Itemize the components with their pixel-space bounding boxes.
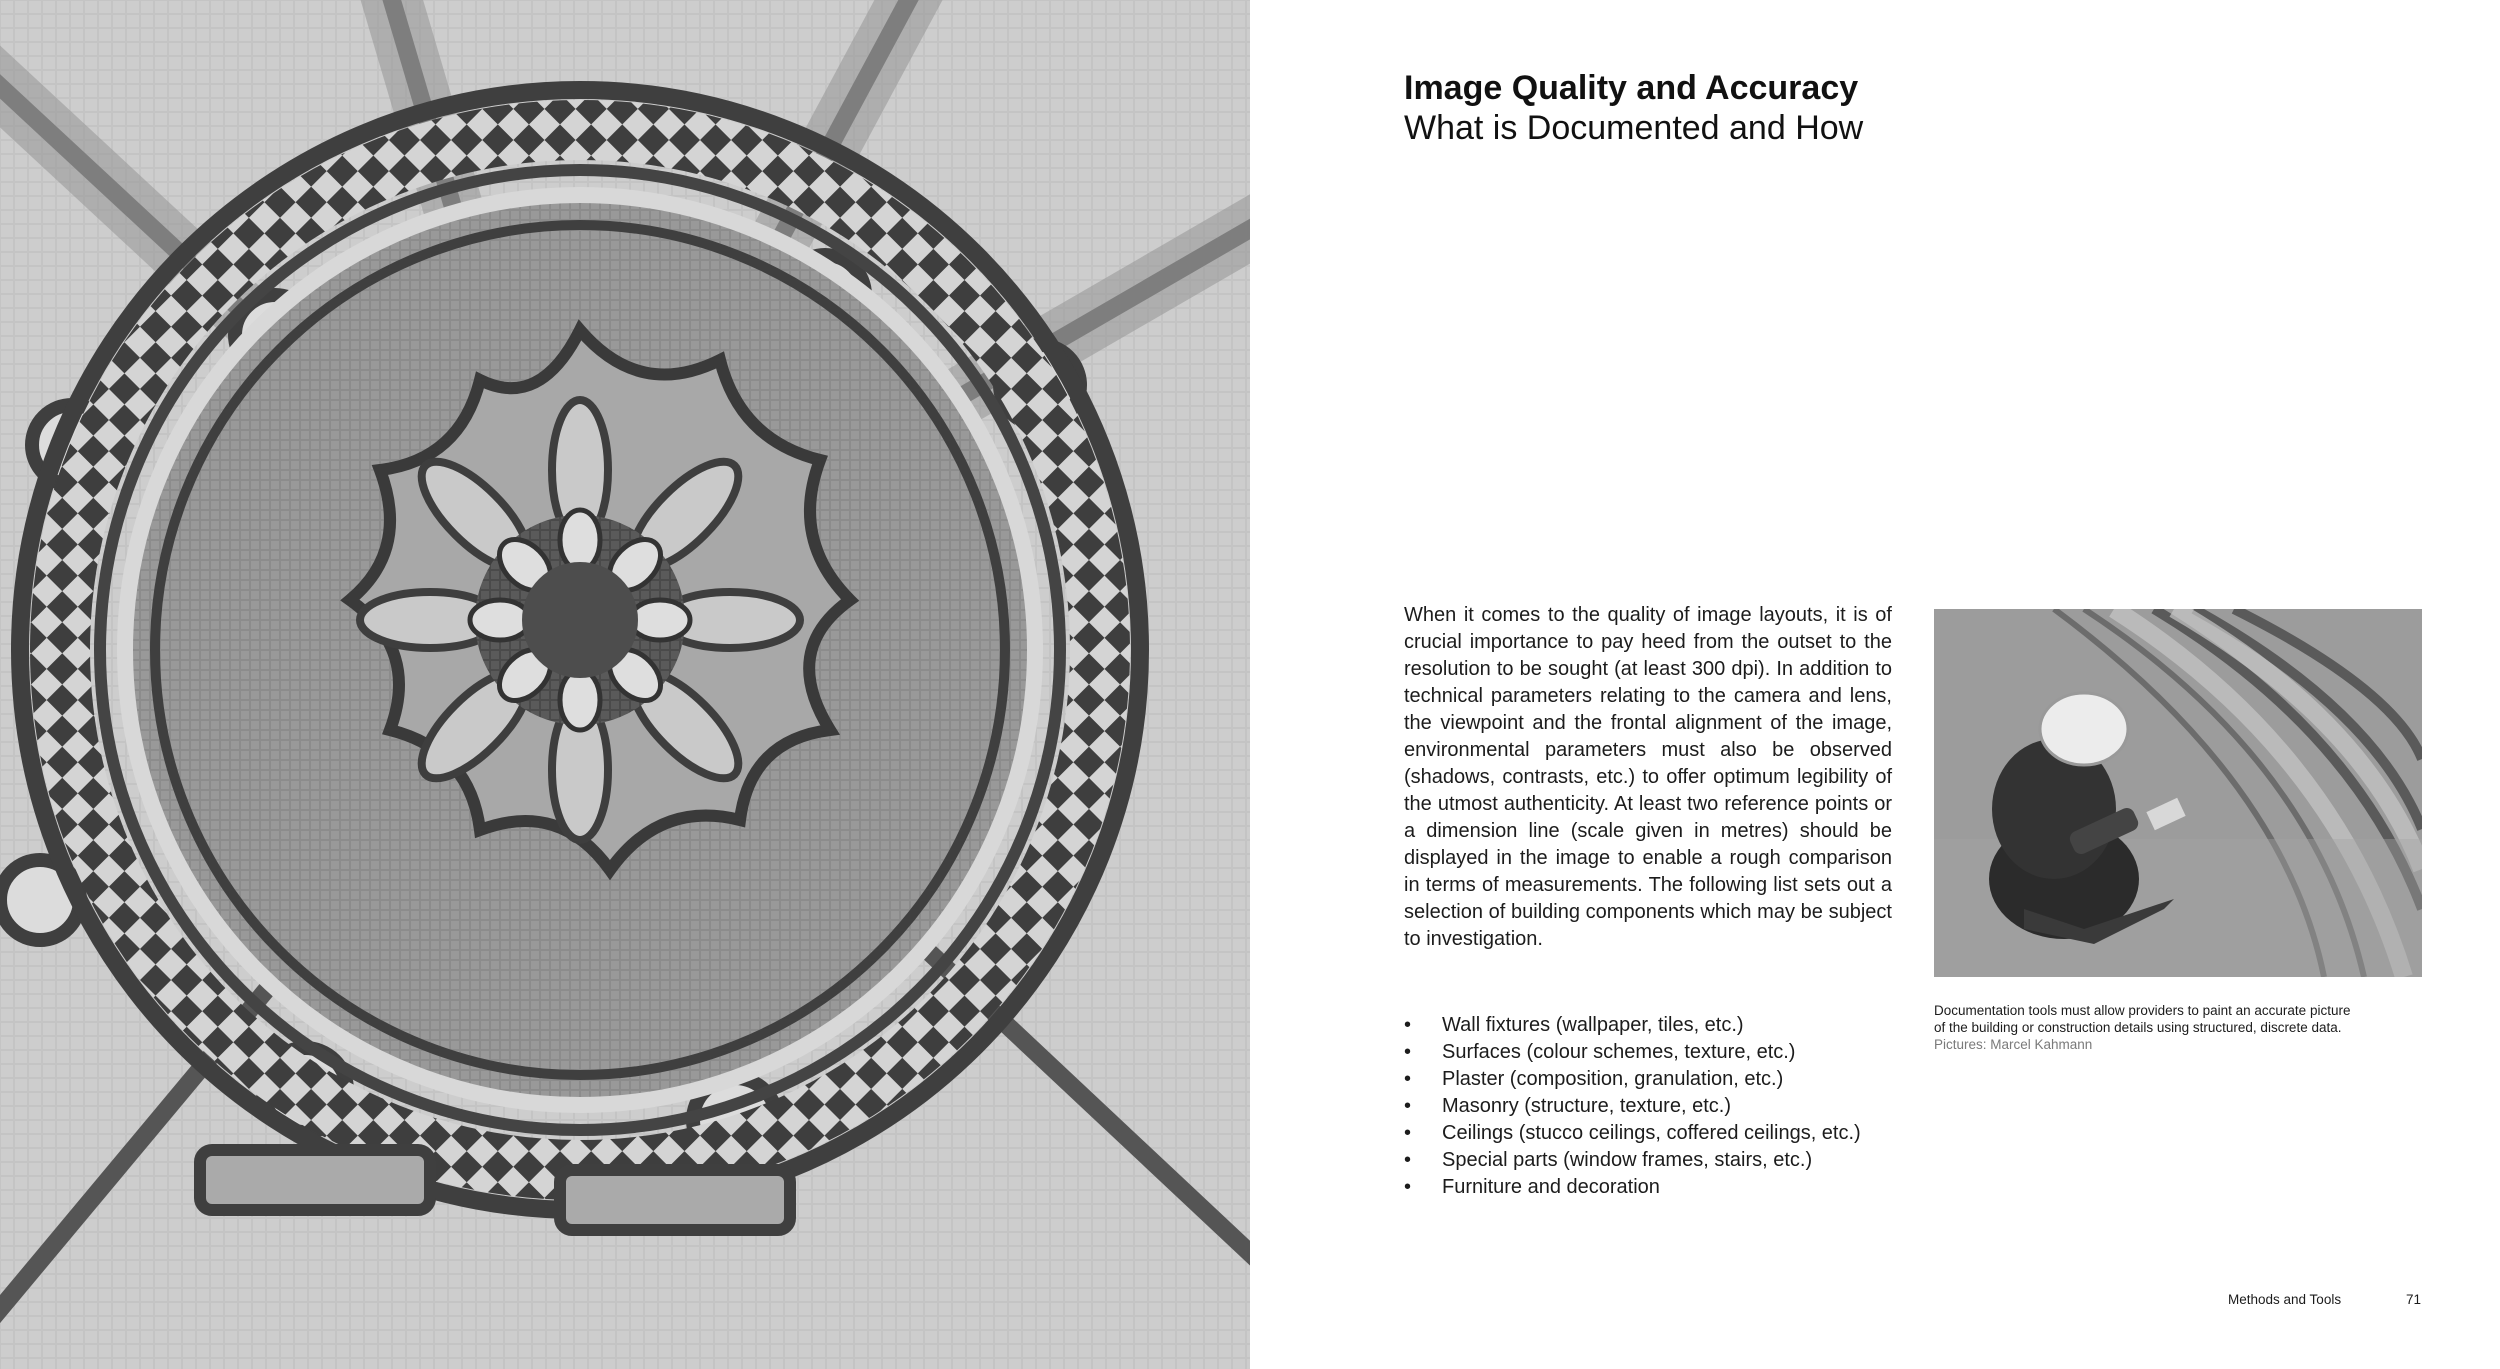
list-item: • Furniture and decoration: [1404, 1174, 1924, 1201]
component-list: [1404, 1012, 1924, 1201]
list-item: • Special parts (window frames, stairs, etc.): [1404, 1147, 1924, 1174]
footer-section-name: Methods and Tools: [2228, 1292, 2342, 1307]
body-paragraph: When it comes to the quality of image layouts, it is of crucial importance to pay heed from the outset to the resolution to be sought (at least 300 dpi). In addition to technical parameters relating to the camera and lens, the viewpoint and the frontal alignment of the image, environmental parameters must also be observed (shadows, contrasts, etc.) to offer optimum legibility of the utmost authenticity. At least two reference points or a dimension line (scale given in metres) should be displayed in the image to enable a rough comparison in terms of measurements. The following list sets out a selection of building components which may be subject to investigation.: [1404, 604, 1892, 950]
list-item: • Surfaces (colour schemes, texture, etc.): [1404, 1039, 1924, 1066]
caption-text: Documentation tools must allow providers to paint an accurate picture of the building or construction details using structured, discrete data.: [1934, 1003, 2351, 1035]
page-number: 71: [2406, 1292, 2422, 1307]
list-item: • Ceilings (stucco ceilings, coffered ceilings, etc.): [1404, 1120, 1924, 1147]
page-subtitle: What is Documented and How: [1404, 109, 1864, 147]
list-item: • Wall fixtures (wallpaper, tiles, etc.): [1404, 1012, 1924, 1039]
page-title: Image Quality and Accuracy: [1404, 69, 1859, 107]
caption-credit: Pictures: Marcel Kahmann: [1934, 1037, 2093, 1052]
list-item: • Plaster (composition, granulation, etc.): [1404, 1066, 1924, 1093]
heading-block: [1404, 68, 2304, 148]
list-item: • Masonry (structure, texture, etc.): [1404, 1093, 1924, 1120]
photo-caption: [1934, 1002, 2354, 1053]
inspector-photo: [1934, 609, 2422, 977]
